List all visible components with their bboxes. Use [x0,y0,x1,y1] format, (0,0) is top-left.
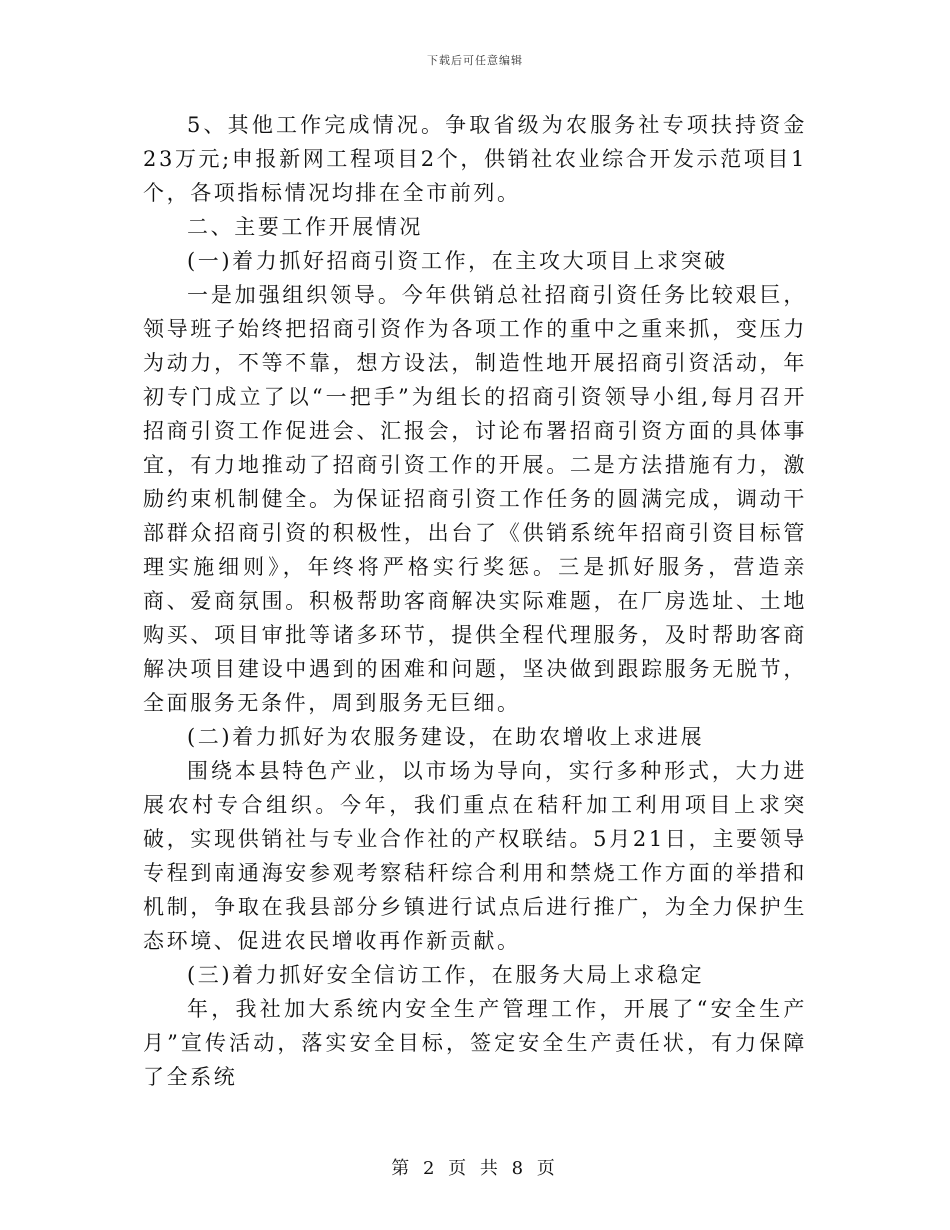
page-number: 第 2 页 共 8 页 [391,1158,559,1179]
subheading-farm-service: (二)着力抓好为农服务建设，在助农增收上求进展 [187,725,705,749]
subheading-safety: (三)着力抓好安全信访工作，在服务大局上求稳定 [187,963,705,987]
paragraph-other-work: 5、其他工作完成情况。争取省级为农服务社专项扶持资金23万元;申报新网工程项目2个，供销社农业综合开发示范项目1个，各项指标情况均排在全市前列。 [143,113,807,205]
paragraph-farm-service: 围绕本县特色产业，以市场为导向，实行多种形式，大力进展农村专合组织。今年，我们重点在秸秆加工利用项目上求突破，实现供销社与专业合作社的产权联结。5月21日，主要领导专程到南通海安参观考察秸秆综合利用和禁烧工作方面的举措和机制，争取在我县部分乡镇进行试点后进行推广，为全力保护生态环境、促进农民增收再作新贡献。 [143,759,807,953]
document-body [143,108,807,1094]
paragraph-safety: 年，我社加大系统内安全生产管理工作，开展了“安全生产月”宣传活动，落实安全目标，签定安全生产责任状，有力保障了全系统 [143,997,807,1089]
page-header-note: 下载后可任意编辑 [427,54,523,67]
paragraph-investment: 一是加强组织领导。今年供销总社招商引资任务比较艰巨，领导班子始终把招商引资作为各项工作的重中之重来抓，变压力为动力，不等不靠，想方设法，制造性地开展招商引资活动，年初专门成立了以“一把手”为组长的招商引资领导小组,每月召开招商引资工作促进会、汇报会，讨论布署招商引资方面的具体事宜，有力地推动了招商引资工作的开展。二是方法措施有力，激励约束机制健全。为保证招商引资工作任务的圆满完成，调动干部群众招商引资的积极性，出台了《供销系统年招商引资目标管理实施细则》，年终将严格实行奖惩。三是抓好服务，营造亲商、爱商氛围。积极帮助客商解决实际难题，在厂房选址、土地购买、项目审批等诸多环节，提供全程代理服务，及时帮助客商解决项目建设中遇到的困难和问题，坚决做到跟踪服务无脱节，全面服务无条件，周到服务无巨细。 [143,283,807,715]
section-heading-main-work: 二、主要工作开展情况 [187,215,423,239]
subheading-investment: (一)着力抓好招商引资工作，在主攻大项目上求突破 [187,249,728,273]
